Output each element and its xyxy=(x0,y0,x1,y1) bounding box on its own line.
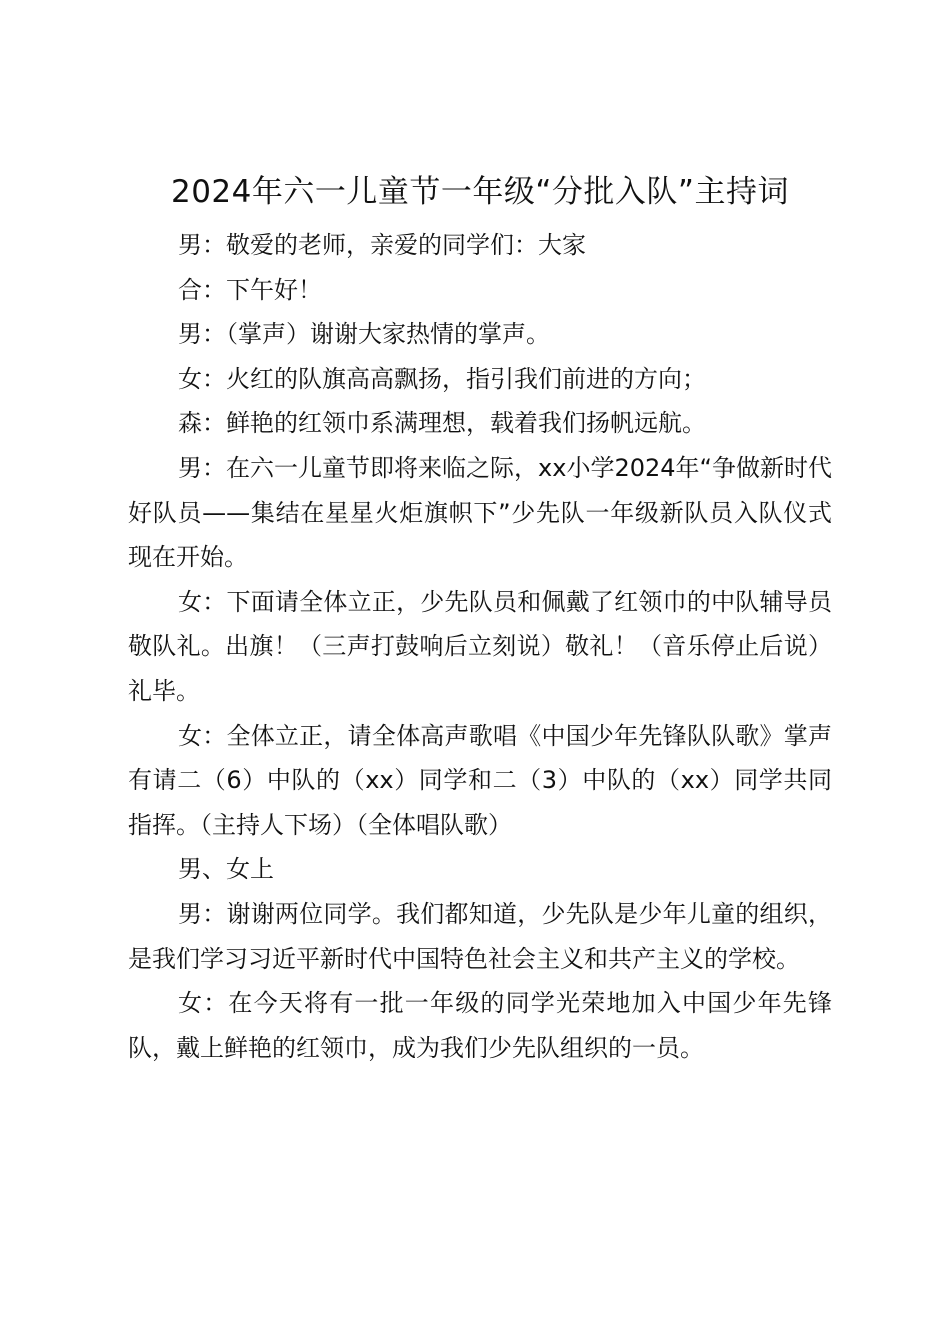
paragraph: 男：敬爱的老师，亲爱的同学们：大家 xyxy=(178,231,586,259)
paragraph: 女：在今天将有一批一年级的同学光荣地加入中国少年先锋队，戴上鲜艳的红领巾，成为我们少先队组织的一员。 xyxy=(128,989,832,1062)
document-title: 2024年六一儿童节一年级“分批入队”主持词 xyxy=(170,174,789,210)
paragraph: 男：（掌声）谢谢大家热情的掌声。 xyxy=(178,320,550,349)
paragraph: 男、女上 xyxy=(178,855,274,884)
paragraph: 合：下午好！ xyxy=(178,275,322,304)
paragraph: 男：谢谢两位同学。我们都知道，少先队是少年儿童的组织，是我们学习习近平新时代中国特色社会主义和共产主义的学校。 xyxy=(128,899,832,973)
paragraph: 女：火红的队旗高高飘扬，指引我们前进的方向； xyxy=(178,364,706,393)
paragraph: 女：下面请全体立正，少先队员和佩戴了红领巾的中队辅导员敬队礼。出旗！（三声打鼓响后立刻说）敬礼！（音乐停止后说）礼毕。 xyxy=(128,587,832,705)
paragraph: 森：鲜艳的红领巾系满理想，载着我们扬帆远航。 xyxy=(178,409,706,438)
document-page xyxy=(128,168,832,1070)
paragraph: 女：全体立正，请全体高声歌唱《中国少年先锋队队歌》掌声有请二（6）中队的（xx）同学和二（3）中队的（xx）同学共同指挥。（主持人下场）（全体唱队歌） xyxy=(128,721,832,839)
paragraph: 男：在六一儿童节即将来临之际，xx小学2024年“争做新时代好队员——集结在星星火炬旗帜下”少先队一年级新队员入队仪式现在开始。 xyxy=(128,453,832,572)
